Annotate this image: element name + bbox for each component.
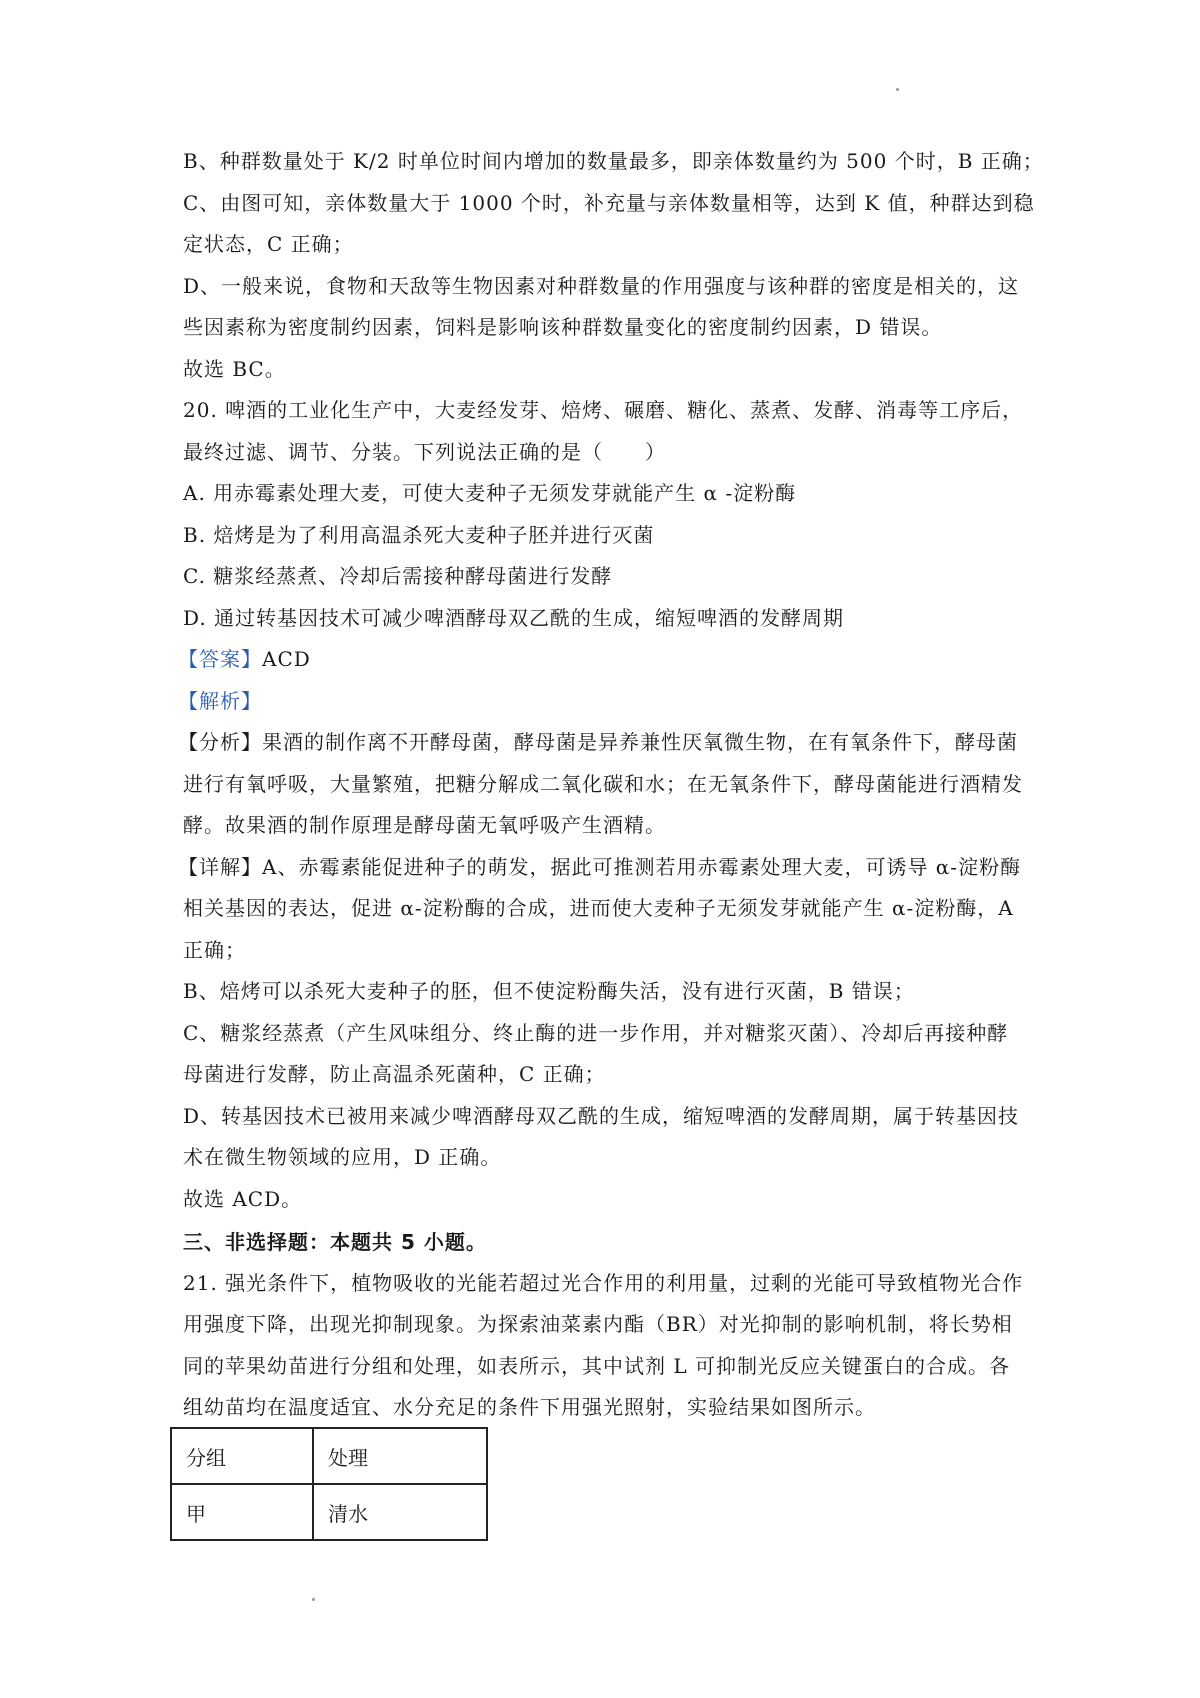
- option-a: A. 用赤霉素处理大麦，可使大麦种子无须发芽就能产生 α -淀粉酶: [183, 481, 797, 505]
- analysis-line: 【详解】A、赤霉素能促进种子的萌发，据此可推测若用赤霉素处理大麦，可诱导 α-淀粉酶: [178, 855, 1022, 879]
- answer-value: ACD: [262, 647, 311, 671]
- scan-speck: [312, 1598, 315, 1601]
- analysis-line: 相关基因的表达，促进 α-淀粉酶的合成，进而使大麦种子无须发芽就能产生 α-淀粉酶，A: [183, 896, 1014, 920]
- text-line: 些因素称为密度制约因素，饲料是影响该种群数量变化的密度制约因素，D 错误。: [183, 315, 943, 339]
- question-21-line: 21. 强光条件下，植物吸收的光能若超过光合作用的利用量，过剩的光能可导致植物光合作: [183, 1271, 1024, 1295]
- grouping-table: [170, 1427, 488, 1541]
- analysis-line: 母菌进行发酵，防止高温杀死菌种，C 正确；: [183, 1062, 606, 1086]
- analysis-line: 进行有氧呼吸，大量繁殖，把糖分解成二氧化碳和水；在无氧条件下，酵母菌能进行酒精发: [183, 772, 1023, 796]
- text-line: D、一般来说，食物和天敌等生物因素对种群数量的作用强度与该种群的密度是相关的，这: [183, 274, 1020, 298]
- text-line: 故选 BC。: [183, 357, 286, 381]
- option-d: D. 通过转基因技术可减少啤酒酵母双乙酰的生成，缩短啤酒的发酵周期: [183, 606, 845, 630]
- option-b: B. 焙烤是为了利用高温杀死大麦种子胚并进行灭菌: [183, 523, 655, 547]
- answer-line: [178, 645, 1038, 673]
- text-line: C、由图可知，亲体数量大于 1000 个时，补充量与亲体数量相等，达到 K 值，种群达到稳: [183, 191, 1035, 215]
- analysis-line: 酵。故果酒的制作原理是酵母菌无氧呼吸产生酒精。: [183, 813, 666, 837]
- question-20-stem: 最终过滤、调节、分装。下列说法正确的是（ ）: [183, 440, 666, 464]
- analysis-label: 【解析】: [178, 689, 262, 713]
- table-header-cell: 处理: [313, 1428, 487, 1484]
- question-21-line: 组幼苗均在温度适宜、水分充足的条件下用强光照射，实验结果如图所示。: [183, 1395, 876, 1419]
- question-21-line: 用强度下降，出现光抑制现象。为探索油菜素内酯（BR）对光抑制的影响机制，将长势相: [183, 1312, 1013, 1336]
- table-header-cell: 分组: [171, 1428, 313, 1484]
- scan-speck: [896, 88, 899, 91]
- analysis-line: 【分析】果酒的制作离不开酵母菌，酵母菌是异养兼性厌氧微生物，在有氧条件下，酵母菌: [178, 730, 1018, 754]
- table-cell: 清水: [313, 1484, 487, 1540]
- analysis-line: 术在微生物领域的应用，D 正确。: [183, 1145, 502, 1169]
- answer-label: 【答案】: [178, 647, 262, 671]
- analysis-line: 故选 ACD。: [183, 1187, 303, 1211]
- table-header-row: [171, 1428, 487, 1484]
- text-line: B、种群数量处于 K/2 时单位时间内增加的数量最多，即亲体数量约为 500 个时，B 正确；: [183, 149, 1044, 173]
- analysis-line: D、转基因技术已被用来减少啤酒酵母双乙酰的生成，缩短啤酒的发酵周期，属于转基因技: [183, 1104, 1020, 1128]
- table-row: [171, 1484, 487, 1540]
- analysis-line: 正确；: [183, 938, 246, 962]
- option-c: C. 糖浆经蒸煮、冷却后需接种酵母菌进行发酵: [183, 564, 613, 588]
- analysis-line: B、焙烤可以杀死大麦种子的胚，但不使淀粉酶失活，没有进行灭菌，B 错误；: [183, 979, 915, 1003]
- analysis-line: C、糖浆经蒸煮（产生风味组分、终止酶的进一步作用，并对糖浆灭菌）、冷却后再接种酵: [183, 1021, 1009, 1045]
- table-cell: 甲: [171, 1484, 313, 1540]
- text-line: 定状态，C 正确；: [183, 232, 354, 256]
- question-21-line: 同的苹果幼苗进行分组和处理，如表所示，其中试剂 L 可抑制光反应关键蛋白的合成。各: [183, 1354, 1010, 1378]
- question-20-stem: 20. 啤酒的工业化生产中，大麦经发芽、焙烤、碾磨、糖化、蒸煮、发酵、消毒等工序后，: [183, 398, 1024, 422]
- section-heading: 三、非选择题：本题共 5 小题。: [183, 1230, 487, 1254]
